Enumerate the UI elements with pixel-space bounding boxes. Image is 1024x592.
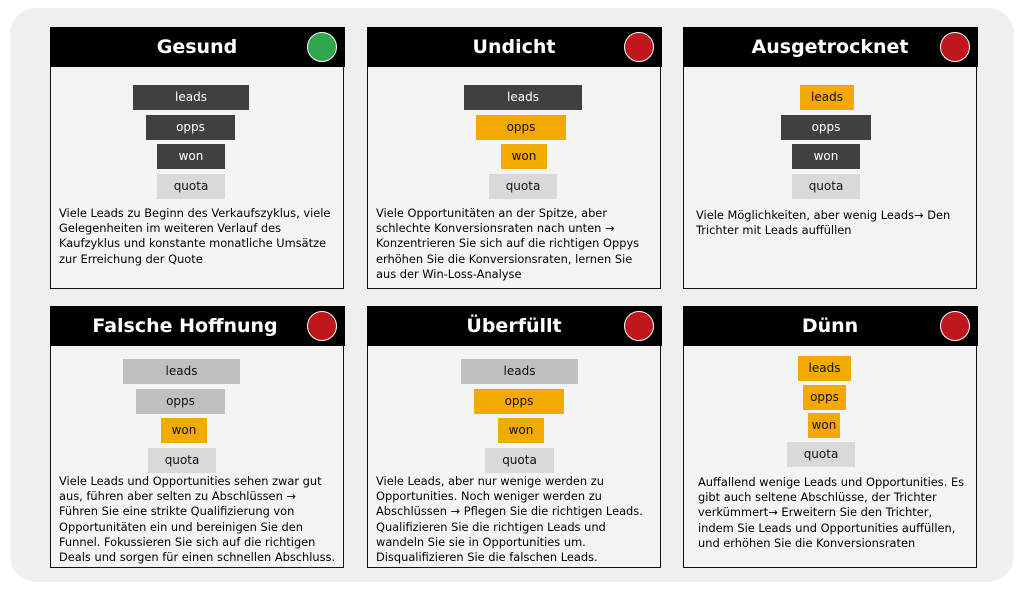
card-gesund [50,27,344,289]
card-description: Auffallend wenige Leads und Opportunities. Es gibt auch seltene Abschlüsse, der Trichter verkümmert→ Erweitern Sie den Trichter, indem Sie Leads und Opportunities auffüllen, und erhöhen Sie die Konversionsraten [698,475,965,550]
card-title: Gesund [156,35,238,58]
funnel-bar-opps: opps [474,389,564,414]
status-dot-red [940,32,970,62]
funnel-bar-leads: leads [464,85,582,110]
card-duenn [683,306,977,568]
card-header [683,27,978,67]
funnel-bar-quota: quota [148,448,216,473]
card-header [367,306,662,346]
card-description: Viele Möglichkeiten, aber wenig Leads→ Den Trichter mit Leads auffüllen [696,208,951,238]
card-undicht [367,27,661,289]
card-description: Viele Leads und Opportunities sehen zwar gut aus, führen aber selten zu Abschlüssen → Führen Sie eine strikte Qualifizierung von Opportunitäten ein und bereinigen Sie den Funnel. Fokussieren Sie sich auf die richtigen Deals und sorgen für einen schnellen Abschluss. [59,474,336,565]
funnel-bar-opps: opps [781,115,871,140]
funnel-bar-opps: opps [476,115,566,140]
card-header [683,306,978,346]
funnel-bar-quota: quota [157,174,225,199]
funnel-bar-won: won [498,418,544,443]
funnel-bar-quota: quota [485,448,554,473]
card-title: Dünn [801,314,859,337]
funnel-bar-leads: leads [123,359,240,384]
card-header [50,27,345,67]
card-description: Viele Opportunitäten an der Spitze, aber schlechte Konversionsraten nach unten → Konzentrieren Sie sich auf die richtigen Oppys erhöhen Sie die Konversionsraten, lernen Sie aus der Win-Loss-Analyse [376,206,640,281]
card-header [367,27,662,67]
funnel-bar-leads: leads [133,85,249,110]
funnel-bar-won: won [808,413,840,438]
status-dot-red [624,32,654,62]
card-title: Falsche Hoffnung [92,314,278,337]
funnel-bar-quota: quota [792,174,860,199]
status-dot-red [624,311,654,341]
card-description: Viele Leads zu Beginn des Verkaufszyklus, viele Gelegenheiten im weiteren Verlauf des Kaufzyklus und konstante monatliche Umsätze zur Erreichung der Quote [59,206,331,266]
card-falsche-hoffnung [50,306,344,568]
card-description: Viele Leads, aber nur wenige werden zu Opportunities. Noch weniger werden zu Abschlüssen → Pflegen Sie die richtigen Leads. Qualifizieren Sie die richtigen Leads und wandeln Sie sie in Opportunities um. Disqualifizieren Sie die falschen Leads. [376,474,643,565]
funnel-bar-won: won [161,418,207,443]
card-title: Ausgetrocknet [751,35,909,58]
card-ueberfuellt [367,306,661,568]
funnel-bar-opps: opps [146,115,235,140]
funnel-bar-leads: leads [800,85,854,110]
funnel-bar-leads: leads [461,359,578,384]
funnel-bar-won: won [501,144,547,169]
funnel-bar-won: won [157,144,225,169]
funnel-bar-leads: leads [798,356,851,381]
card-title: Undicht [472,35,556,58]
funnel-bar-quota: quota [787,442,855,467]
card-title: Überfüllt [466,314,562,337]
funnel-bar-won: won [792,144,860,169]
card-ausgetrocknet [683,27,977,289]
status-dot-red [307,311,337,341]
card-header [50,306,345,346]
status-dot-green [307,32,337,62]
status-dot-red [940,311,970,341]
funnel-bar-quota: quota [489,174,557,199]
funnel-bar-opps: opps [136,389,225,414]
funnel-bar-opps: opps [803,385,846,410]
